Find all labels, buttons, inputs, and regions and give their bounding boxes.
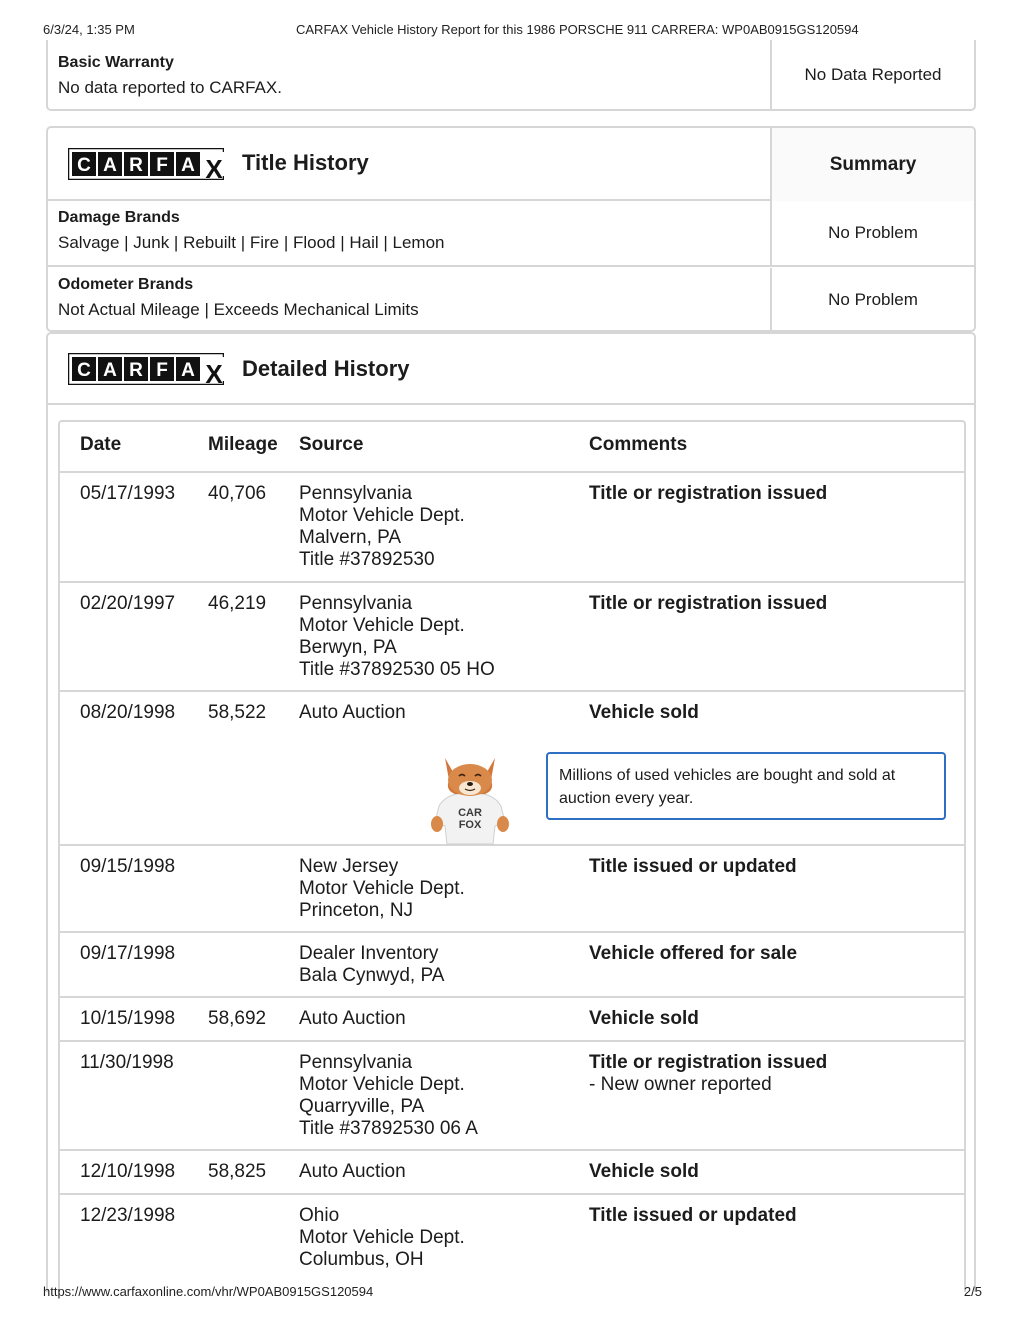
warranty-info bbox=[58, 54, 282, 98]
row-source bbox=[299, 702, 406, 724]
comment-title: Title or registration issued bbox=[589, 593, 828, 614]
summary-label: Summary bbox=[772, 128, 974, 201]
table-header-row bbox=[60, 422, 964, 473]
table-row bbox=[60, 846, 964, 933]
source-line: Berwyn, PA bbox=[299, 637, 397, 658]
carfox-mascot-icon bbox=[425, 744, 515, 846]
row-mileage: 58,825 bbox=[208, 1161, 267, 1182]
source-line: Pennsylvania bbox=[299, 483, 413, 504]
source-line: Pennsylvania bbox=[299, 1052, 413, 1073]
page-number: 2/5 bbox=[963, 1284, 982, 1299]
source-line: Motor Vehicle Dept. bbox=[299, 1074, 465, 1095]
logo-letter: R bbox=[129, 155, 143, 176]
row-date: 09/15/1998 bbox=[80, 856, 176, 877]
logo-letter: X bbox=[205, 154, 223, 180]
comment-title: Vehicle offered for sale bbox=[589, 943, 798, 964]
warranty-description: No data reported to CARFAX. bbox=[58, 78, 282, 97]
detailed-history-header bbox=[48, 334, 974, 405]
history-table bbox=[58, 420, 966, 1292]
comment-title: Title issued or updated bbox=[589, 856, 797, 877]
row-date: 02/20/1997 bbox=[80, 593, 176, 614]
table-row bbox=[60, 1195, 964, 1292]
logo-letter: A bbox=[181, 360, 195, 381]
row-comments bbox=[589, 702, 699, 724]
row-description: Not Actual Mileage | Exceeds Mechanical Limits bbox=[58, 300, 419, 319]
comment-detail: - New owner reported bbox=[589, 1074, 772, 1095]
comment-title: Title or registration issued bbox=[589, 483, 828, 504]
logo-letter: A bbox=[181, 155, 195, 176]
row-date: 12/10/1998 bbox=[80, 1161, 176, 1182]
table-row bbox=[60, 1042, 964, 1151]
print-footer bbox=[0, 1284, 1024, 1304]
source-line: Pennsylvania bbox=[299, 593, 413, 614]
row-source bbox=[299, 483, 465, 571]
source-line: Malvern, PA bbox=[299, 527, 402, 548]
warranty-status: No Data Reported bbox=[804, 64, 942, 84]
row-source bbox=[299, 1205, 465, 1271]
row-mileage: 58,692 bbox=[208, 1008, 267, 1029]
row-description: Salvage | Junk | Rebuilt | Fire | Flood | Hail | Lemon bbox=[58, 233, 445, 252]
title-history-title: Title History bbox=[242, 150, 369, 175]
row-source bbox=[299, 1008, 406, 1030]
logo-letter: A bbox=[103, 360, 117, 381]
row-date: 11/30/1998 bbox=[80, 1052, 174, 1073]
row-date: 05/17/1993 bbox=[80, 483, 176, 504]
comment-title: Title or registration issued bbox=[589, 1052, 828, 1073]
row-date: 09/17/1998 bbox=[80, 943, 176, 964]
row-status: No Problem bbox=[828, 223, 918, 242]
row-source bbox=[299, 1161, 406, 1183]
source-line: Princeton, NJ bbox=[299, 900, 414, 921]
row-label: Odometer Brands bbox=[58, 276, 194, 293]
table-row bbox=[60, 1151, 964, 1195]
row-date: 08/20/1998 bbox=[80, 702, 176, 723]
source-line: Ohio bbox=[299, 1205, 340, 1226]
row-date: 12/23/1998 bbox=[80, 1205, 176, 1226]
damage-brands-row bbox=[48, 201, 974, 267]
row-source bbox=[299, 593, 495, 681]
comment-title: Vehicle sold bbox=[589, 702, 699, 723]
row-comments bbox=[589, 1008, 699, 1030]
row-status: No Problem bbox=[828, 290, 918, 309]
row-source bbox=[299, 1052, 478, 1140]
table-row bbox=[60, 583, 964, 692]
row-date: 10/15/1998 bbox=[80, 1008, 176, 1029]
row-label: Damage Brands bbox=[58, 209, 180, 226]
source-line: Columbus, OH bbox=[299, 1249, 424, 1270]
logo-letter: C bbox=[77, 155, 91, 176]
comment-title: Vehicle sold bbox=[589, 1008, 699, 1029]
logo-letter: C bbox=[77, 360, 91, 381]
title-history-card bbox=[46, 126, 976, 332]
table-row bbox=[60, 473, 964, 583]
source-line: Title #37892530 bbox=[299, 549, 435, 570]
logo-letter: X bbox=[205, 359, 223, 385]
source-line: Auto Auction bbox=[299, 1008, 406, 1029]
comment-title: Vehicle sold bbox=[589, 1161, 699, 1182]
auction-info-callout: Millions of used vehicles are bought and sold at auction every year. bbox=[546, 752, 946, 820]
comment-title: Title issued or updated bbox=[589, 1205, 797, 1226]
source-line: Auto Auction bbox=[299, 702, 406, 723]
logo-letter: R bbox=[129, 360, 143, 381]
row-comments bbox=[589, 483, 827, 505]
source-line: Motor Vehicle Dept. bbox=[299, 505, 465, 526]
row-comments bbox=[589, 943, 797, 965]
source-line: Motor Vehicle Dept. bbox=[299, 1227, 465, 1248]
row-mileage: 40,706 bbox=[208, 483, 267, 504]
row-mileage: 46,219 bbox=[208, 593, 267, 614]
source-line: New Jersey bbox=[299, 856, 399, 877]
column-header-comments: Comments bbox=[589, 434, 688, 455]
detailed-history-title: Detailed History bbox=[242, 356, 410, 381]
source-line: Title #37892530 06 A bbox=[299, 1118, 478, 1139]
row-comments bbox=[589, 1205, 797, 1227]
column-header-source: Source bbox=[299, 434, 364, 455]
carfax-logo bbox=[68, 353, 224, 385]
source-line: Dealer Inventory bbox=[299, 943, 439, 964]
row-comments bbox=[589, 856, 797, 878]
source-line: Quarryville, PA bbox=[299, 1096, 425, 1117]
logo-letter: A bbox=[103, 155, 117, 176]
source-line: Motor Vehicle Dept. bbox=[299, 615, 465, 636]
table-row bbox=[60, 998, 964, 1042]
fox-shirt-text: CAR bbox=[458, 807, 482, 819]
column-header-mileage: Mileage bbox=[208, 434, 278, 455]
row-comments bbox=[589, 1161, 699, 1183]
odometer-brands-row bbox=[48, 268, 974, 332]
logo-letter: F bbox=[156, 360, 168, 381]
print-title: CARFAX Vehicle History Report for this 1986 PORSCHE 911 CARRERA: WP0AB0915GS120594 bbox=[296, 22, 859, 37]
source-line: Motor Vehicle Dept. bbox=[299, 878, 465, 899]
row-source bbox=[299, 856, 465, 922]
carfax-logo bbox=[68, 148, 224, 180]
logo-letter: F bbox=[156, 155, 168, 176]
column-header-date: Date bbox=[80, 434, 122, 455]
row-mileage: 58,522 bbox=[208, 702, 267, 723]
detailed-history-card bbox=[46, 332, 976, 1292]
row-comments bbox=[589, 593, 827, 615]
title-history-header bbox=[48, 128, 974, 201]
warranty-card bbox=[46, 40, 976, 111]
print-url: https://www.carfaxonline.com/vhr/WP0AB0915GS120594 bbox=[43, 1284, 374, 1299]
table-row bbox=[60, 933, 964, 998]
print-header bbox=[0, 22, 1024, 42]
source-line: Title #37892530 05 HO bbox=[299, 659, 495, 680]
row-source bbox=[299, 943, 444, 987]
fox-shirt-text: FOX bbox=[458, 819, 482, 831]
source-line: Auto Auction bbox=[299, 1161, 406, 1182]
print-datetime: 6/3/24, 1:35 PM bbox=[43, 22, 135, 37]
row-comments bbox=[589, 1052, 827, 1096]
source-line: Bala Cynwyd, PA bbox=[299, 965, 445, 986]
warranty-label: Basic Warranty bbox=[58, 54, 174, 71]
